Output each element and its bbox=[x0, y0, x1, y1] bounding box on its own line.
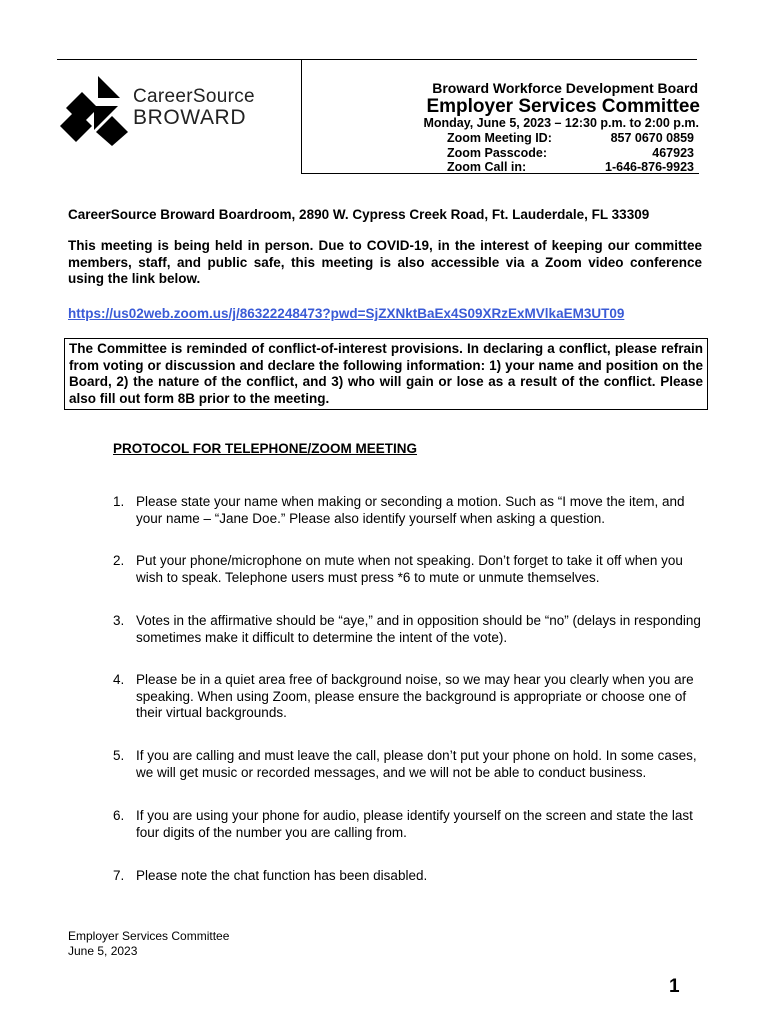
meeting-datetime: Monday, June 5, 2023 – 12:30 p.m. to 2:00 p.m. bbox=[423, 116, 699, 130]
footer-date: June 5, 2023 bbox=[68, 944, 138, 958]
list-item bbox=[113, 494, 703, 527]
logo-brand-line1: CareerSource bbox=[133, 86, 255, 107]
list-item-number: 3. bbox=[113, 613, 125, 628]
list-item-number: 2. bbox=[113, 553, 125, 568]
header-top-rule bbox=[57, 59, 697, 60]
list-item-number: 7. bbox=[113, 868, 125, 883]
list-item-text: Please be in a quiet area free of background noise, so we may hear you clearly when you are speaking. When using Zoom, please ensure the background is appropriate or choose one of their virtual backgrounds. bbox=[136, 672, 694, 720]
zoom-call-in: 1-646-876-9923 bbox=[605, 160, 694, 174]
list-item-text: Put your phone/microphone on mute when not speaking. Don’t forget to take it off when you wish to speak. Telephone users must press *6 to mute or unmute themselves. bbox=[136, 553, 683, 585]
list-item bbox=[113, 672, 703, 722]
list-item bbox=[113, 553, 703, 586]
list-item bbox=[113, 748, 703, 781]
zoom-meeting-id: 857 0670 0859 bbox=[610, 131, 694, 145]
header-divider bbox=[301, 59, 302, 173]
list-item bbox=[113, 868, 703, 885]
list-item-number: 6. bbox=[113, 808, 125, 823]
meeting-location: CareerSource Broward Boardroom, 2890 W. Cypress Creek Road, Ft. Lauderdale, FL 33309 bbox=[68, 207, 650, 222]
intro-paragraph: This meeting is being held in person. Due to COVID-19, in the interest of keeping our committee members, staff, and public safe, this meeting is also accessible via a Zoom video conference using the link below. bbox=[68, 238, 702, 286]
list-item-text: Votes in the affirmative should be “aye,” and in opposition should be “no” (delays in responding sometimes make it difficult to determine the intent of the vote). bbox=[136, 613, 701, 645]
list-item-number: 1. bbox=[113, 494, 125, 509]
list-item-number: 5. bbox=[113, 748, 125, 763]
list-item bbox=[113, 613, 703, 646]
list-item-text: If you are calling and must leave the call, please don’t put your phone on hold. In some cases, we will get music or recorded messages, and we will not be able to conduct business. bbox=[136, 748, 697, 780]
committee-title: Employer Services Committee bbox=[426, 96, 700, 117]
footer-committee: Employer Services Committee bbox=[68, 929, 230, 943]
conflict-of-interest-notice: The Committee is reminded of conflict-of-interest provisions. In declaring a conflict, please refrain from voting or discussion and declare the following information: 1) your name and position on the Board, 2) the nature of the conflict, and 3) who will gain or lose as a result of the conflict. Please also fill out form 8B prior to the meeting. bbox=[64, 338, 708, 410]
zoom-passcode-label: Zoom Passcode: bbox=[447, 146, 548, 160]
list-item-text: Please state your name when making or seconding a motion. Such as “I move the item, and your name – “Jane Doe.” Please also identify yourself when asking a question. bbox=[136, 494, 685, 526]
zoom-link[interactable]: https://us02web.zoom.us/j/86322248473?pwd=SjZXNktBaEx4S09XRzExMVlkaEM3UT09 bbox=[68, 306, 625, 321]
zoom-call-in-label: Zoom Call in: bbox=[447, 160, 527, 174]
list-item-number: 4. bbox=[113, 672, 125, 687]
list-item-text: If you are using your phone for audio, please identify yourself on the screen and state the last four digits of the number you are calling from. bbox=[136, 808, 693, 840]
list-item-text: Please note the chat function has been disabled. bbox=[136, 868, 428, 883]
zoom-passcode: 467923 bbox=[652, 146, 694, 160]
protocol-heading: PROTOCOL FOR TELEPHONE/ZOOM MEETING bbox=[113, 441, 418, 456]
logo-brand-line2: BROWARD bbox=[133, 106, 247, 129]
zoom-meeting-id-label: Zoom Meeting ID: bbox=[447, 131, 552, 145]
footer bbox=[68, 929, 229, 959]
list-item bbox=[113, 808, 703, 841]
page-number: 1 bbox=[669, 976, 680, 997]
board-name: Broward Workforce Development Board bbox=[432, 80, 698, 96]
